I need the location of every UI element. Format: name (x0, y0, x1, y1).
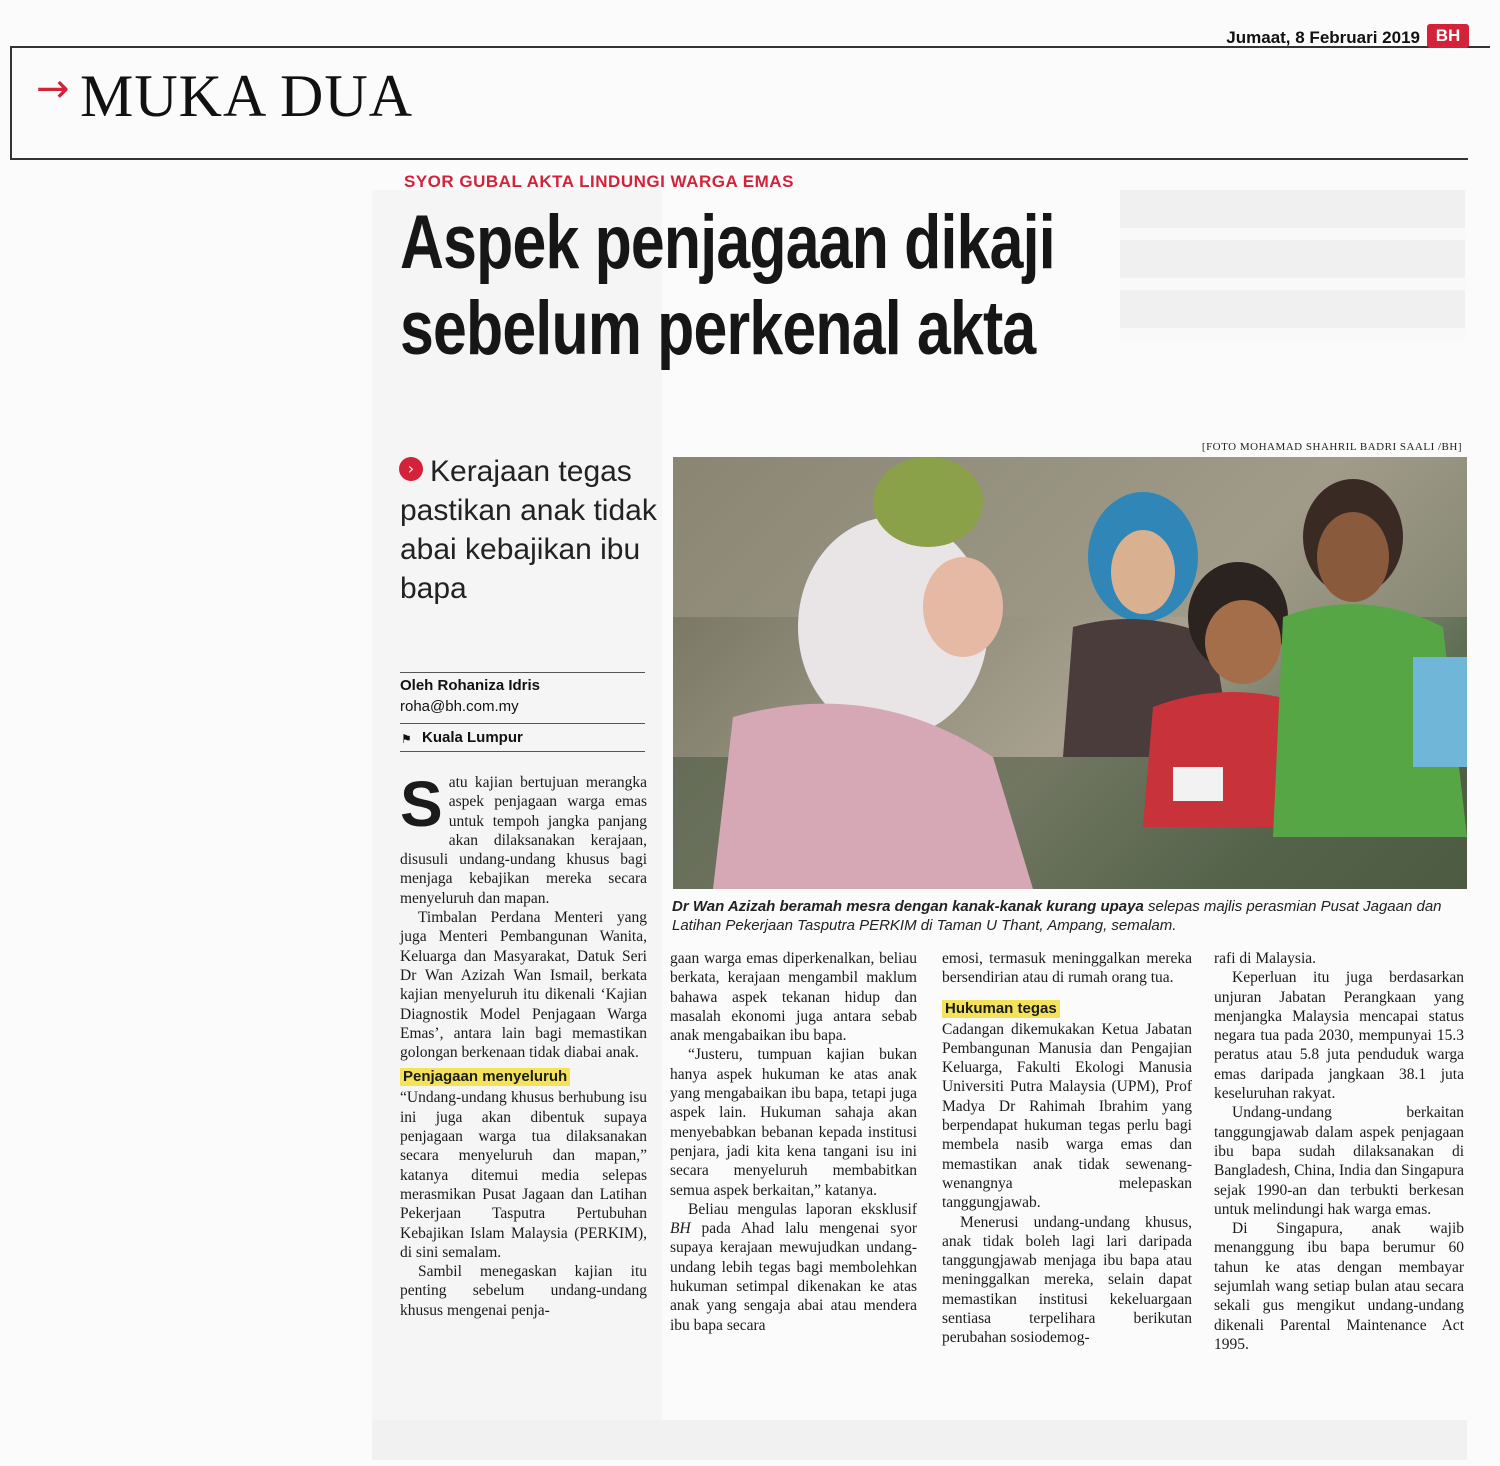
article-kicker: SYOR GUBAL AKTA LINDUNGI WARGA EMAS (404, 172, 794, 191)
article-column-1 (400, 768, 647, 1320)
article-standfirst: Kerajaan tegas pastikan anak tidak abai kebajikan ibu bapa (400, 455, 657, 605)
drop-cap: S (400, 768, 443, 840)
section-arrow-icon: → (36, 66, 70, 112)
issue-date: Jumaat, 8 Februari 2019 (1226, 28, 1420, 47)
col4-paragraph-4: Di Singapura, anak wajib menanggung ibu bapa berumur 60 tahun ke atas dengan membayar sejumlah wang setiap bulan atau secara sekali gus mengikut undang-undang dikenali Parental Maintenance Act 1995. (1214, 1220, 1464, 1353)
dateline: Kuala Lumpur (422, 729, 523, 746)
section-title: MUKA DUA (80, 63, 414, 129)
article-column-4 (1214, 949, 1464, 1354)
byline-top-rule (400, 672, 645, 673)
col2-paragraph-1: gaan warga emas diperkenalkan, beliau berkata, kerajaan mengambil maklum bahawa aspek tekanan hidup dan masalah ekonomi juga antara sebab anak mengabaikan ibu bapa. (670, 950, 917, 1045)
photo-illustration (673, 457, 1467, 889)
col4-paragraph-2: Keperluan itu juga berdasarkan unjuran Jabatan Perangkaan yang menjangka Malaysia mencapai status negara tua pada 2030, mempunyai 15.3 peratus atau 5.8 juta penduduk warga emas daripada jangkaan 38.1 juta keseluruhan rakyat. (1214, 969, 1464, 1103)
caption-rest: selepas majlis perasmian Pusat Jagaan dan Latihan Pekerjaan Tasputra PERKIM di Taman U Thant, Ampang, semalam. (672, 898, 1442, 934)
col1-paragraph-1: atu kajian bertujuan merangka aspek penjagaan warga emas untuk tempoh jangka panjang akan dilaksanakan kerajaan, disusuli undang-undang khusus bagi menjaga kebajikan mereka secara menyeluruh dan mapan. (400, 774, 647, 907)
byline-bottom-rule (400, 751, 645, 752)
article-photo (673, 457, 1467, 889)
standfirst-arrow-icon: › (399, 457, 423, 481)
col4-paragraph-3: Undang-undang berkaitan tanggungjawab dalam aspek penjagaan ibu bapa sudah dilaksanakan di Bangladesh, China, India dan Singapura sejak 1990-an dan terbukti berkesan untuk melindungi hak warga emas. (1214, 1104, 1464, 1218)
headline-line-2: sebelum perkenal akta (400, 286, 1036, 371)
col2-paragraph-2: “Justeru, tumpuan kajian bukan hanya aspek hukuman ke atas anak yang mengabaikan ibu bapa, tetapi juga aspek lain. Hukuman sahaja akan menyebabkan bebanan kepada institusi penjara, jadi kita kena tangani isu ini secara menyeluruh membabitkan semua aspek berkaitan,” katanya. (670, 1046, 917, 1199)
caption-bold: Dr Wan Azizah beramah mesra dengan kanak-kanak kurang upaya (672, 898, 1144, 915)
col1-paragraph-2: Timbalan Perdana Menteri yang juga Menteri Pembangunan Wanita, Keluarga dan Masyarakat, Datuk Seri Dr Wan Azizah Wan Ismail, berkata kajian menyeluruh itu dikenali ‘Kajian Diagnostik Model Penjagaan Warga Emas’, antara lain bagi memastikan golongan berkenaan tidak diabai anak. (400, 909, 647, 1062)
bleed-through-panel-bottom (372, 1420, 1467, 1460)
col1-paragraph-3: “Undang-undang khusus berhubung isu ini juga akan dibentuk supaya penjagaan warga tua dilaksanakan secara menyeluruh dan mapan,” katanya ditemui media selepas merasmikan Pusat Jagaan dan Latihan Pekerjaan Tasputra Pertubuhan Kebajikan Islam Malaysia (PERKIM), di sini semalam. (400, 1089, 647, 1261)
byline-author: Oleh Rohaniza Idris (400, 677, 541, 694)
col2-paragraph-3-start: Beliau mengulas laporan eksklusif (688, 1200, 917, 1218)
article-column-3 (942, 949, 1192, 1348)
col3-paragraph-1: emosi, termasuk meninggalkan mereka bersendirian atau di rumah orang tua. (942, 950, 1192, 987)
col2-paragraph-3-end: pada Ahad lalu mengenai syor supaya kerajaan mewujudkan undang-undang lebih tegas bagi membolehkan hukuman setimpal dikenakan ke atas anak yang sengaja abai atau mendera ibu bapa secara (670, 1220, 917, 1334)
subhead-penjagaan-menyeluruh: Penjagaan menyeluruh (400, 1068, 570, 1086)
col4-paragraph-1: rafi di Malaysia. (1214, 950, 1317, 967)
photo-caption (672, 897, 1467, 935)
article-column-2 (670, 949, 917, 1335)
article-headline (400, 200, 1120, 372)
headline-line-1: Aspek penjagaan dikaji (400, 200, 1055, 285)
bleed-through-panel-right (1120, 190, 1465, 340)
col3-paragraph-3: Menerusi undang-undang khusus, anak tidak boleh lagi lari daripada tanggungjawab menjaga ibu bapa atau meninggalkan mereka, selain dapat memastikan institusi kekeluargaan sentiasa terpelihara berikutan perubahan sosiodemog- (942, 1213, 1192, 1347)
col3-paragraph-2: Cadangan dikemukakan Ketua Jabatan Pembangunan Manusia dan Pengajian Keluarga, Fakulti Ekologi Manusia Universiti Putra Malaysia (UPM), Prof Madya Dr Rahimah Ibrahim yang berpendapat hukuman tegas perlu bagi membela nasib warga emas dan memastikan anak tidak sewenang-wenangnya melepaskan tanggungjawab. (942, 1020, 1192, 1212)
bh-logo: BH (1427, 24, 1469, 48)
flag-icon: ⚑ (401, 732, 412, 746)
col2-paragraph-3 (670, 1200, 917, 1335)
photo-credit: [FOTO MOHAMAD SHAHRIL BADRI SAALI /BH] (1201, 441, 1462, 453)
col2-paragraph-3-emphasis: BH (670, 1220, 691, 1238)
byline-mid-rule (400, 723, 645, 724)
header-left-rule (10, 46, 12, 158)
subhead-hukuman-tegas: Hukuman tegas (942, 1000, 1060, 1018)
header-bottom-rule (10, 158, 1468, 160)
byline-email: roha@bh.com.my (400, 698, 519, 715)
col1-paragraph-4: Sambil menegaskan kajian itu penting sebelum undang-undang khusus mengenai penja- (400, 1263, 647, 1319)
